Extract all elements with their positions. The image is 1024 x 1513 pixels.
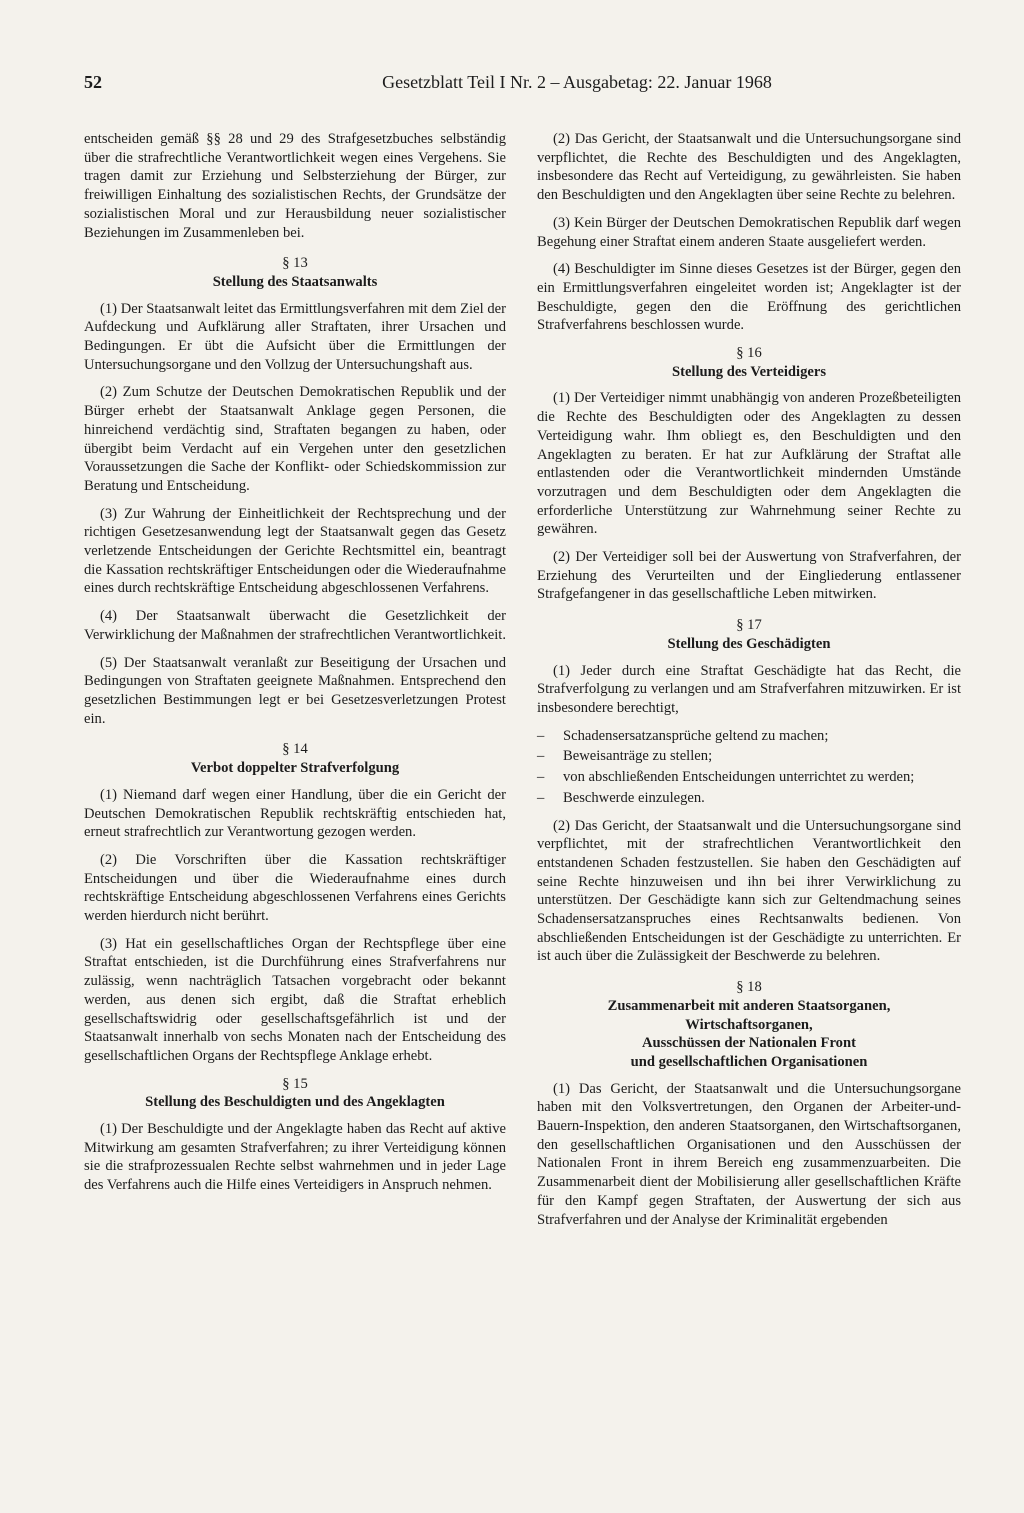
paragraph: (3) Kein Bürger der Deutschen Demokratischen Republik darf wegen Begehung einer Straftat einem anderen Staate ausgeliefert werden. — [537, 214, 961, 250]
section-title — [537, 997, 961, 1072]
list-item: – Beweisanträge zu stellen; — [537, 747, 961, 766]
paragraph: entscheiden gemäß §§ 28 und 29 des Strafgesetzbuches selbständig über die strafrechtliche Verantwortlichkeit wegen eines Vergehens. Sie tragen damit zur Erziehung und Selbsterziehung der Bürger, zur freiwilligen Einhaltung des sozialistischen Rechts, der Grundsätze der sozialistischen Moral und zur Herausbildung neuer sozialistischer Beziehungen im Zusammenleben bei. — [84, 131, 506, 241]
right-column — [537, 130, 961, 1238]
paragraph: (1) Der Verteidiger nimmt unabhängig von anderen Prozeßbeteiligten die Rechte des Beschuldigten oder des Angeklagten zu dessen Verteidigung wahr. Ihm obliegt es, den Beschuldigten und den Angeklagten zu beraten. Er hat zur Aufklärung der Straftat alle entlastenden oder die Verantwortlichkeit mindernden Umstände vorzutragen und dem Beschuldigten oder dem Angeklagten die erforderliche Unterstützung zur Wahrnehmung seiner Rechte zu gewähren. — [537, 390, 961, 538]
paragraph: (5) Der Staatsanwalt veranlaßt zur Beseitigung der Ursachen und Bedingungen von Straftaten geeignete Maßnahmen. Entsprechend den gesetzlichen Bestimmungen legt er bei Gesetzesverletzungen Protest ein. — [84, 654, 506, 727]
running-head: Gesetzblatt Teil I Nr. 2 – Ausgabetag: 22. Januar 1968 — [382, 72, 772, 92]
section-number: § 13 — [282, 255, 308, 272]
section-number: § 15 — [282, 1075, 308, 1092]
paragraph: (3) Hat ein gesellschaftliches Organ der Rechtspflege über eine Straftat entschieden, ist die Durchführung eines Strafverfahrens nur zulässig, wenn nachträglich Tatsachen vorgebracht oder bekannt werden, aus denen sich ergibt, daß die Straftat erheblich gesellschaftswidrig oder gesellschaftsgefährlich ist und der Staatsanwalt innerhalb von sechs Monaten nach der Entscheidung des gesellschaftlichen Organs der Rechtspflege Anklage erhebt. — [84, 935, 506, 1064]
section-number: § 17 — [736, 617, 762, 634]
paragraph: (2) Der Verteidiger soll bei der Auswertung von Strafverfahren, der Erziehung des Verurteilten und der Eingliederung entlassener Strafgefangener in das gesellschaftliche Leben mitwirken. — [537, 549, 961, 603]
rights-list — [537, 727, 961, 808]
paragraph: (3) Zur Wahrung der Einheitlichkeit der Rechtsprechung und der richtigen Gesetzesanwendung legt der Staatsanwalt gegen das Gesetz verletzende Entscheidungen der Gerichte Rechtsmittel ein, beantragt die Kassation rechtskräftiger Entscheidungen oder die Wiederaufnahme eines durch rechtskräftige Entscheidung abgeschlossenen Verfahrens. — [84, 505, 506, 597]
section-title: Stellung des Verteidigers — [671, 363, 827, 380]
section-title-line: Ausschüssen der Nationalen Front — [642, 1035, 856, 1052]
section-title-line: Zusammenarbeit mit anderen Staatsorganen, — [607, 997, 891, 1014]
section-number: § 14 — [282, 741, 308, 758]
paragraph: (2) Das Gericht, der Staatsanwalt und die Untersuchungsorgane sind verpflichtet, die Rechte des Beschuldigten und des Angeklagten, insbesondere das Recht auf Verteidigung, zu gewährleisten. Sie haben den Beschuldigten und den Angeklagten über seine Rechte zu belehren. — [537, 131, 961, 204]
paragraph: (1) Das Gericht, der Staatsanwalt und die Untersuchungsorgane haben mit den Volksvertretungen, den Organen der Arbeiter-und-Bauern-Inspektion, den anderen Staatsorganen, den Wirtschaftsorganen, den gesellschaftlichen Organisationen und den Ausschüssen der Nationalen Front in ihrem Bereich eng zusammenzuarbeiten. Die Zusammenarbeit dient der Mobilisierung aller gesellschaftlichen Kräfte für den Kampf gegen Straftaten, der Auswertung der sich aus Strafverfahren und der Analyse der Kriminalität ergebenden — [537, 1080, 961, 1228]
paragraph: (4) Der Staatsanwalt überwacht die Gesetzlichkeit der Verwirklichung der Maßnahmen der strafrechtlichen Verantwortlichkeit. — [84, 608, 506, 643]
left-column — [84, 130, 506, 1204]
page-header — [84, 72, 960, 98]
paragraph: (1) Niemand darf wegen einer Handlung, über die ein Gericht der Deutschen Demokratischen Republik rechtskräftig entschieden hat, erneut strafrechtlich zur Verantwortung gezogen werden. — [84, 786, 506, 841]
page-number: 52 — [84, 72, 102, 92]
section-title-line: Wirtschaftsorganen, — [685, 1016, 813, 1033]
list-item: – Schadensersatzansprüche geltend zu machen; — [537, 727, 961, 746]
paragraph: (4) Beschuldigter im Sinne dieses Gesetzes ist der Bürger, gegen den ein Ermittlungsverfahren eingeleitet worden ist; Angeklagter ist der Beschuldigte, gegen den die Eröffnung des gerichtlichen Strafverfahrens beschlossen wurde. — [537, 261, 961, 334]
section-title-line: und gesellschaftlichen Organisationen — [630, 1053, 868, 1070]
section-title: Stellung des Staatsanwalts — [212, 273, 378, 290]
list-item: – Beschwerde einzulegen. — [537, 789, 961, 808]
paragraph: (1) Jeder durch eine Straftat Geschädigte hat das Recht, die Strafverfolgung zu verlangen und am Strafverfahren mitzuwirken. Er ist insbesondere berechtigt, — [537, 662, 961, 716]
section-title: Verbot doppelter Strafverfolgung — [190, 760, 400, 777]
section-number: § 18 — [736, 979, 762, 996]
paragraph: (2) Zum Schutze der Deutschen Demokratischen Republik und der Bürger erhebt der Staatsanwalt Anklage gegen Personen, die hinreichend verdächtig sind, Straftaten begangen zu haben, oder übergibt beim Verdacht auf ein Vergehen unter den gesetzlichen Voraussetzungen die Sache der Konflikt- oder Schiedskommission zur Beratung und Entscheidung. — [84, 384, 506, 494]
section-title: Stellung des Beschuldigten und des Angeklagten — [145, 1094, 445, 1111]
section-number: § 16 — [736, 345, 762, 362]
paragraph: (2) Das Gericht, der Staatsanwalt und die Untersuchungsorgane sind verpflichtet, mit der strafrechtlichen Verantwortlichkeit den entstandenen Schaden festzustellen. Sie haben den Geschädigten auf seine Rechte hinzuweisen und ihn bei ihrer Verwirklichung zu unterstützen. Der Geschädigte kann sich zur Geltendmachung seines Schadensersatzanspruches eines Rechtsanwalts bedienen. Von abschließenden Entscheidungen ist der Geschädigte zu unterrichten. Er ist auch über die Zulässigkeit der Beschwerde zu belehren. — [537, 817, 961, 965]
list-item: – von abschließenden Entscheidungen unterrichtet zu werden; — [537, 768, 961, 787]
paragraph: (1) Der Staatsanwalt leitet das Ermittlungsverfahren mit dem Ziel der Aufdeckung und Aufklärung aller Straftaten, ihrer Ursachen und Bedingungen. Er übt die Aufsicht über die Ermittlungen der Untersuchungsorgane und den Vollzug der Untersuchungshaft aus. — [84, 300, 506, 373]
section-title: Stellung des Geschädigten — [667, 635, 831, 652]
paragraph: (2) Die Vorschriften über die Kassation rechtskräftiger Entscheidungen und über die Wiederaufnahme eines durch rechtskräftige Entscheidung abgeschlossenen Verfahrens eines Gerichts werden hierdurch nicht berührt. — [84, 851, 506, 925]
paragraph: (1) Der Beschuldigte und der Angeklagte haben das Recht auf aktive Mitwirkung am gesamten Strafverfahren; zu ihrer Verteidigung können sie die strafprozessualen Rechte selbst wahrnehmen und in jeder Lage des Verfahrens auch die Hilfe eines Verteidigers in Anspruch nehmen. — [84, 1121, 506, 1194]
